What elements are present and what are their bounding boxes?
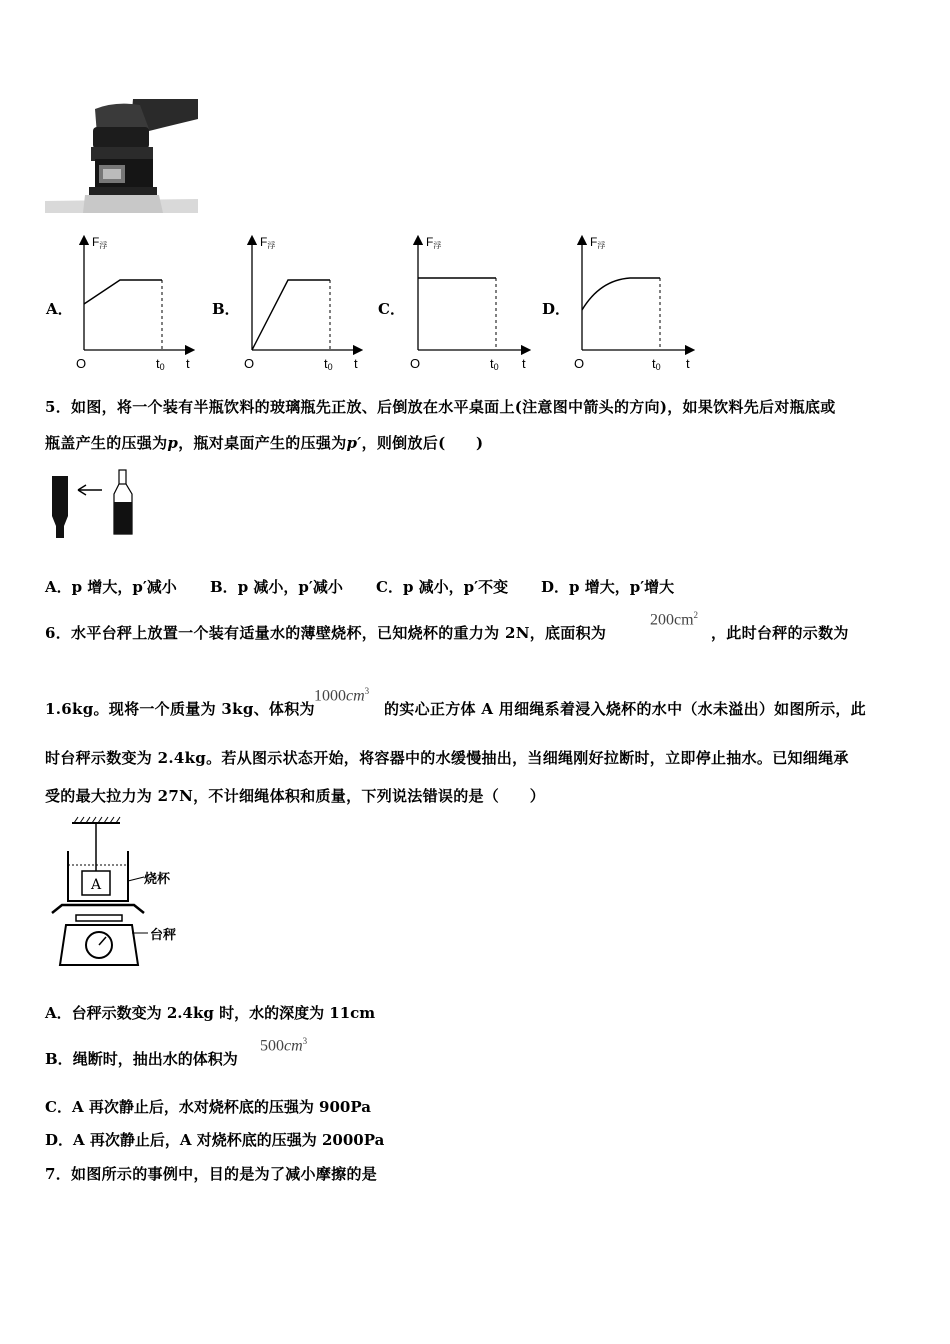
q5-option-b[interactable]: B．p 减小，p′减小 [210, 578, 343, 596]
q6-option-b[interactable]: B．绳断时，抽出水的体积为 [45, 1050, 238, 1068]
svg-text:O: O [574, 356, 585, 371]
hand-bottle-photo [45, 99, 198, 213]
svg-text:t0: t0 [156, 356, 165, 372]
graph-b [212, 235, 358, 372]
graph-d-label: D． [542, 300, 571, 318]
q6-line1-end: ，此时台秤的示数为 [711, 624, 849, 642]
q6-line2-end: 的实心正方体 A 用细绳系着浸入烧杯的水中（水未溢出）如图所示，此 [384, 700, 866, 718]
svg-text:t0: t0 [490, 356, 499, 372]
q6-option-d[interactable]: D．A 再次静止后，A 对烧杯底的压强为 2000Pa [45, 1131, 385, 1149]
graph-a [45, 235, 190, 372]
graph-a-label: A． [46, 300, 73, 318]
q6-option-b-value: $500cm^3$ [260, 1036, 308, 1055]
svg-text:t: t [354, 356, 358, 371]
svg-text:O: O [244, 356, 255, 371]
q6-area-value: $200cm^2$ [650, 610, 699, 629]
svg-text:t0: t0 [652, 356, 661, 372]
svg-text:O: O [76, 356, 87, 371]
svg-text:O: O [410, 356, 421, 371]
q6-line3: 时台秤示数变为 2.4kg。若从图示状态开始，将容器中的水缓慢抽出，当细绳刚好拉断时，立即停止抽水。已知细绳承 [45, 749, 849, 767]
graph-c [378, 235, 526, 372]
svg-text:烧杯: 烧杯 [144, 872, 171, 887]
graph-b-label: B． [212, 300, 240, 318]
svg-text:F浮: F浮 [260, 235, 276, 250]
graph-c-label: C． [378, 300, 405, 318]
svg-text:A: A [91, 877, 102, 893]
graph-d [542, 235, 690, 372]
q5-option-a[interactable]: A．p 增大，p′减小 [45, 578, 177, 596]
q6-scale-figure [48, 815, 198, 970]
buoyancy-graph-row [40, 230, 720, 380]
svg-text:台秤: 台秤 [150, 928, 177, 943]
svg-text:t0: t0 [324, 356, 333, 372]
q5-line2: 瓶盖产生的压强为p，瓶对桌面产生的压强为p′，则倒放后( ) [45, 434, 484, 452]
svg-text:t: t [186, 356, 190, 371]
q5-line1: 5．如图，将一个装有半瓶饮料的玻璃瓶先正放、后倒放在水平桌面上(注意图中箭头的方向)，如果饮料先后对瓶底或 [45, 398, 836, 416]
q6-volume-value: $1000cm^3$ [314, 686, 370, 705]
q6-line2: 1.6kg。现将一个质量为 3kg、体积为 [45, 700, 315, 718]
q6-line1: 6．水平台秤上放置一个装有适量水的薄壁烧杯，已知烧杯的重力为 2N，底面积为 [45, 624, 607, 642]
q6-line4: 受的最大拉力为 27N，不计细绳体积和质量，下列说法错误的是（ ） [45, 787, 546, 805]
q6-option-c[interactable]: C．A 再次静止后，水对烧杯底的压强为 900Pa [45, 1098, 371, 1116]
svg-text:t: t [522, 356, 526, 371]
q5-option-c[interactable]: C．p 减小，p′不变 [376, 578, 509, 596]
q5-option-d[interactable]: D．p 增大，p′增大 [541, 578, 675, 596]
q7-line1: 7．如图所示的事例中，目的是为了减小摩擦的是 [45, 1165, 378, 1183]
svg-text:F浮: F浮 [92, 235, 108, 250]
svg-text:F浮: F浮 [426, 235, 442, 250]
svg-text:F浮: F浮 [590, 235, 606, 250]
svg-text:t: t [686, 356, 690, 371]
q6-option-a[interactable]: A．台秤示数变为 2.4kg 时，水的深度为 11cm [45, 1004, 376, 1022]
q5-bottle-figure [44, 466, 144, 542]
